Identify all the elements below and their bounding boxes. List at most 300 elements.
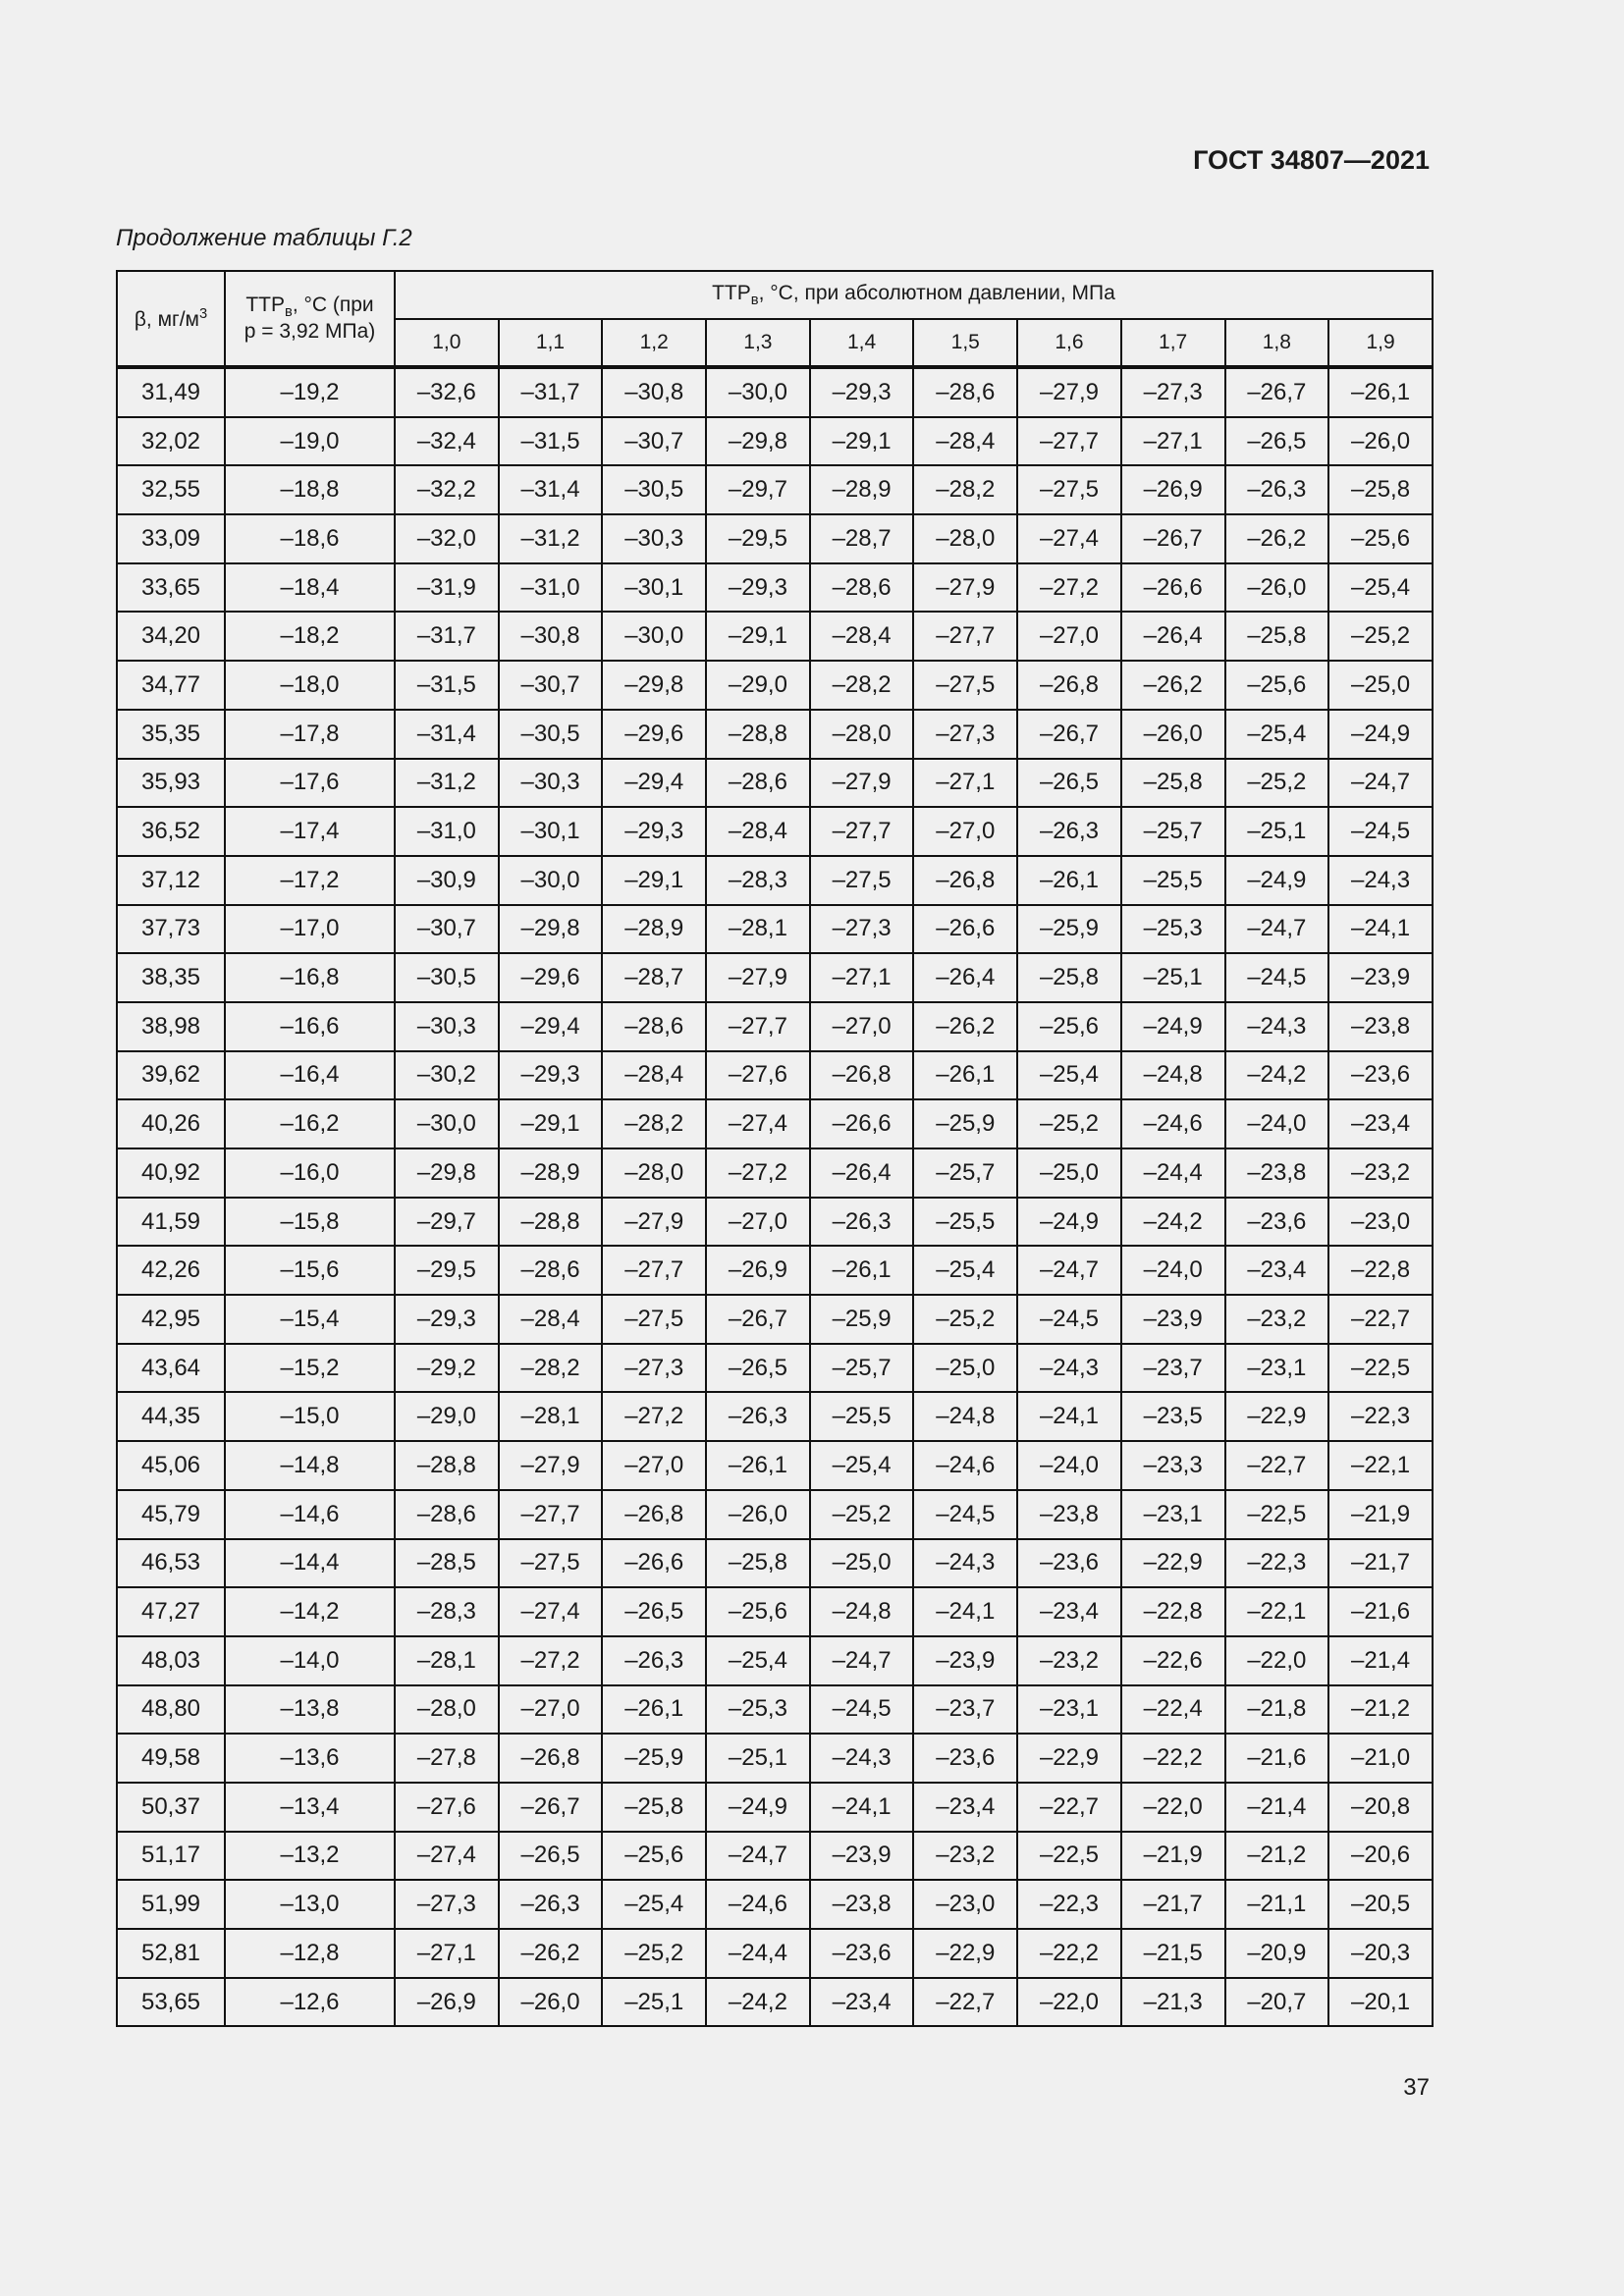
beta-cell: 32,02 [117,417,225,466]
ttr-cell: –21,0 [1328,1734,1433,1783]
ttr-cell: –27,7 [913,612,1017,661]
ttr-cell: –28,5 [395,1539,499,1588]
ttr-cell: –26,4 [1121,612,1225,661]
ttr-cell: –29,1 [706,612,810,661]
ttr-cell: –26,8 [913,856,1017,905]
ttr-cell: –22,7 [1017,1783,1121,1832]
ttr-cell: –26,2 [499,1929,603,1978]
ttr-cell: –27,1 [1121,417,1225,466]
ttr-cell: –21,6 [1225,1734,1329,1783]
ttr-cell: –28,2 [913,465,1017,514]
header-pressure: 1,1 [499,319,603,367]
ttr-cell: –20,7 [1225,1978,1329,2027]
ttr-cell: –26,0 [706,1490,810,1539]
ttr-base-cell: –14,8 [225,1441,395,1490]
ttr-cell: –25,1 [1121,953,1225,1002]
table-row [117,1490,1433,1539]
ttr-cell: –29,3 [602,807,706,856]
ttr-cell: –29,1 [499,1099,603,1148]
ttr-cell: –27,0 [1017,612,1121,661]
ttr-cell: –28,7 [602,953,706,1002]
beta-cell: 41,59 [117,1198,225,1247]
ttr-cell: –26,2 [913,1002,1017,1051]
ttr-cell: –23,4 [913,1783,1017,1832]
ttr-cell: –31,4 [499,465,603,514]
ttr-cell: –24,8 [1121,1051,1225,1100]
ttr-cell: –25,8 [706,1539,810,1588]
ttr-cell: –30,5 [499,710,603,759]
ttr-cell: –30,3 [395,1002,499,1051]
ttr-base-cell: –16,2 [225,1099,395,1148]
ttr-cell: –27,3 [810,905,914,954]
beta-cell: 42,95 [117,1295,225,1344]
ttr-cell: –22,9 [1121,1539,1225,1588]
ttr-cell: –26,3 [706,1392,810,1441]
ttr-cell: –29,8 [395,1148,499,1198]
ttr-cell: –23,6 [1328,1051,1433,1100]
ttr-cell: –25,7 [810,1344,914,1393]
table-row [117,1685,1433,1735]
ttr-base-cell: –16,6 [225,1002,395,1051]
ttr-cell: –25,7 [913,1148,1017,1198]
table-row [117,465,1433,514]
ttr-cell: –28,6 [602,1002,706,1051]
ttr-cell: –28,2 [499,1344,603,1393]
table-row [117,1148,1433,1198]
beta-cell: 49,58 [117,1734,225,1783]
ttr-cell: –28,0 [602,1148,706,1198]
ttr-cell: –25,6 [1225,661,1329,710]
ttr-cell: –30,7 [395,905,499,954]
beta-cell: 32,55 [117,465,225,514]
beta-cell: 34,77 [117,661,225,710]
ttr-cell: –25,6 [1017,1002,1121,1051]
ttr-cell: –23,4 [1225,1246,1329,1295]
ttr-cell: –21,4 [1225,1783,1329,1832]
ttr-cell: –25,0 [1328,661,1433,710]
ttr-cell: –28,1 [395,1636,499,1685]
ttr-cell: –29,3 [810,367,914,417]
ttr-cell: –28,4 [810,612,914,661]
ttr-cell: –30,5 [395,953,499,1002]
ttr-cell: –28,8 [499,1198,603,1247]
header-ttr-base: $ТТР_в$, °С (при p = 3,92 МПа) [225,271,395,367]
ttr-cell: –26,8 [1017,661,1121,710]
ttr-cell: –29,3 [706,563,810,613]
ttr-cell: –23,1 [1017,1685,1121,1735]
ttr-cell: –31,7 [499,367,603,417]
ttr-cell: –29,2 [395,1344,499,1393]
ttr-cell: –28,8 [395,1441,499,1490]
ttr-cell: –25,0 [810,1539,914,1588]
beta-cell: 35,35 [117,710,225,759]
beta-cell: 53,65 [117,1978,225,2027]
ttr-cell: –27,1 [810,953,914,1002]
ttr-cell: –26,7 [706,1295,810,1344]
beta-cell: 44,35 [117,1392,225,1441]
ttr-cell: –31,2 [395,759,499,808]
ttr-cell: –22,8 [1328,1246,1433,1295]
beta-cell: 35,93 [117,759,225,808]
ttr-cell: –23,2 [1017,1636,1121,1685]
ttr-cell: –25,4 [810,1441,914,1490]
ttr-cell: –25,0 [913,1344,1017,1393]
beta-cell: 40,92 [117,1148,225,1198]
ttr-cell: –26,6 [913,905,1017,954]
ttr-cell: –28,4 [706,807,810,856]
ttr-cell: –26,5 [499,1832,603,1881]
ttr-cell: –28,8 [706,710,810,759]
document-code: ГОСТ 34807—2021 [1193,145,1430,175]
ttr-cell: –27,6 [395,1783,499,1832]
ttr-cell: –21,4 [1328,1636,1433,1685]
ttr-cell: –24,7 [1225,905,1329,954]
header-pressure: 1,6 [1017,319,1121,367]
ttr-cell: –27,7 [602,1246,706,1295]
ttr-cell: –24,5 [810,1685,914,1735]
ttr-base-cell: –18,0 [225,661,395,710]
ttr-cell: –24,9 [1328,710,1433,759]
table-row [117,759,1433,808]
ttr-cell: –24,9 [1225,856,1329,905]
ttr-cell: –25,2 [1225,759,1329,808]
ttr-cell: –27,4 [706,1099,810,1148]
ttr-cell: –25,4 [1328,563,1433,613]
ttr-cell: –24,0 [1225,1099,1329,1148]
ttr-base-cell: –12,8 [225,1929,395,1978]
ttr-cell: –24,1 [913,1587,1017,1636]
beta-cell: 48,80 [117,1685,225,1735]
ttr-cell: –23,9 [810,1832,914,1881]
ttr-cell: –27,0 [706,1198,810,1247]
ttr-cell: –23,9 [913,1636,1017,1685]
ttr-cell: –25,9 [810,1295,914,1344]
beta-cell: 45,06 [117,1441,225,1490]
ttr-cell: –22,1 [1225,1587,1329,1636]
table-row [117,1929,1433,1978]
ttr-cell: –27,0 [499,1685,603,1735]
header-pressure: 1,4 [810,319,914,367]
ttr-cell: –26,6 [602,1539,706,1588]
ttr-cell: –29,0 [395,1392,499,1441]
ttr-cell: –32,2 [395,465,499,514]
table-caption: Продолжение таблицы Г.2 [116,225,412,251]
ttr-cell: –24,8 [913,1392,1017,1441]
table-row [117,710,1433,759]
ttr-cell: –27,6 [706,1051,810,1100]
ttr-cell: –28,0 [810,710,914,759]
ttr-base-cell: –14,6 [225,1490,395,1539]
ttr-cell: –24,5 [913,1490,1017,1539]
ttr-cell: –31,7 [395,612,499,661]
ttr-cell: –29,6 [499,953,603,1002]
ttr-cell: –23,7 [1121,1344,1225,1393]
ttr-cell: –28,1 [499,1392,603,1441]
ttr-cell: –28,6 [499,1246,603,1295]
ttr-cell: –22,1 [1328,1441,1433,1490]
ttr-cell: –30,0 [706,367,810,417]
ttr-cell: –26,1 [706,1441,810,1490]
ttr-cell: –23,8 [1017,1490,1121,1539]
ttr-cell: –24,9 [1121,1002,1225,1051]
ttr-cell: –20,9 [1225,1929,1329,1978]
ttr-cell: –28,0 [395,1685,499,1735]
ttr-cell: –22,2 [1017,1929,1121,1978]
ttr-base-cell: –18,2 [225,612,395,661]
ttr-cell: –29,1 [810,417,914,466]
ttr-cell: –23,9 [1121,1295,1225,1344]
ttr-cell: –26,3 [1017,807,1121,856]
ttr-cell: –27,9 [706,953,810,1002]
ttr-cell: –24,1 [1328,905,1433,954]
ttr-cell: –24,2 [1225,1051,1329,1100]
ttr-cell: –29,8 [706,417,810,466]
ttr-cell: –25,3 [1121,905,1225,954]
ttr-cell: –25,4 [1017,1051,1121,1100]
ttr-cell: –22,0 [1121,1783,1225,1832]
table-row [117,1002,1433,1051]
ttr-cell: –24,4 [706,1929,810,1978]
ttr-cell: –23,8 [810,1880,914,1929]
table-row [117,661,1433,710]
header-pressure: 1,3 [706,319,810,367]
ttr-cell: –27,7 [706,1002,810,1051]
ttr-cell: –25,2 [913,1295,1017,1344]
ttr-base-cell: –13,4 [225,1783,395,1832]
ttr-cell: –22,3 [1225,1539,1329,1588]
table-row [117,1832,1433,1881]
ttr-cell: –25,9 [602,1734,706,1783]
ttr-cell: –27,1 [395,1929,499,1978]
ttr-cell: –29,0 [706,661,810,710]
ttr-cell: –21,9 [1121,1832,1225,1881]
ttr-cell: –21,5 [1121,1929,1225,1978]
table-row [117,1295,1433,1344]
ttr-cell: –28,0 [913,514,1017,563]
ttr-cell: –29,3 [499,1051,603,1100]
ttr-base-cell: –17,4 [225,807,395,856]
ttr-cell: –21,2 [1328,1685,1433,1735]
ttr-cell: –25,2 [810,1490,914,1539]
ttr-cell: –30,7 [499,661,603,710]
beta-cell: 48,03 [117,1636,225,1685]
ttr-cell: –25,8 [1225,612,1329,661]
ttr-cell: –24,4 [1121,1148,1225,1198]
ttr-cell: –30,2 [395,1051,499,1100]
ttr-cell: –26,3 [810,1198,914,1247]
ttr-base-cell: –17,8 [225,710,395,759]
ttr-cell: –28,6 [913,367,1017,417]
ttr-cell: –29,4 [499,1002,603,1051]
ttr-cell: –23,4 [1017,1587,1121,1636]
beta-cell: 46,53 [117,1539,225,1588]
header-pressure: 1,5 [913,319,1017,367]
ttr-cell: –24,9 [1017,1198,1121,1247]
ttr-cell: –23,4 [810,1978,914,2027]
ttr-cell: –26,7 [499,1783,603,1832]
ttr-cell: –28,9 [810,465,914,514]
ttr-base-cell: –16,8 [225,953,395,1002]
ttr-cell: –27,5 [1017,465,1121,514]
ttr-cell: –31,0 [499,563,603,613]
ttr-cell: –31,5 [395,661,499,710]
ttr-cell: –25,1 [1225,807,1329,856]
ttr-cell: –22,7 [1225,1441,1329,1490]
ttr-base-cell: –13,0 [225,1880,395,1929]
ttr-cell: –23,2 [1328,1148,1433,1198]
ttr-cell: –28,4 [913,417,1017,466]
ttr-cell: –22,5 [1225,1490,1329,1539]
ttr-cell: –23,8 [1328,1002,1433,1051]
ttr-cell: –23,6 [1017,1539,1121,1588]
header-pressure: 1,9 [1328,319,1433,367]
ttr-cell: –23,2 [913,1832,1017,1881]
ttr-cell: –28,6 [395,1490,499,1539]
table-row [117,1734,1433,1783]
ttr-cell: –29,6 [602,710,706,759]
ttr-cell: –25,5 [810,1392,914,1441]
ttr-cell: –25,9 [1017,905,1121,954]
ttr-cell: –27,0 [810,1002,914,1051]
ttr-cell: –21,7 [1328,1539,1433,1588]
table-row [117,1783,1433,1832]
ttr-cell: –22,4 [1121,1685,1225,1735]
header-ttr-pressure-group: $ТТР_в$, °С, при абсолютном давлении, МПа [395,271,1433,319]
ttr-cell: –26,8 [602,1490,706,1539]
table-row [117,563,1433,613]
beta-cell: 31,49 [117,367,225,417]
ttr-cell: –23,5 [1121,1392,1225,1441]
ttr-cell: –25,1 [706,1734,810,1783]
ttr-cell: –29,7 [706,465,810,514]
ttr-base-cell: –18,8 [225,465,395,514]
ttr-cell: –25,8 [1328,465,1433,514]
table-row [117,1978,1433,2027]
ttr-cell: –26,7 [1225,367,1329,417]
ttr-cell: –31,2 [499,514,603,563]
ttr-cell: –25,3 [706,1685,810,1735]
header-pressure: 1,8 [1225,319,1329,367]
ttr-cell: –25,5 [1121,856,1225,905]
ttr-cell: –25,8 [602,1783,706,1832]
ttr-cell: –24,1 [810,1783,914,1832]
beta-cell: 42,26 [117,1246,225,1295]
ttr-cell: –32,4 [395,417,499,466]
ttr-cell: –26,6 [810,1099,914,1148]
ttr-cell: –28,4 [602,1051,706,1100]
table-row [117,856,1433,905]
ttr-cell: –24,5 [1328,807,1433,856]
ttr-cell: –29,1 [602,856,706,905]
ttr-cell: –32,6 [395,367,499,417]
ttr-cell: –30,3 [499,759,603,808]
ttr-base-cell: –15,4 [225,1295,395,1344]
ttr-cell: –21,8 [1225,1685,1329,1735]
ttr-cell: –23,1 [1121,1490,1225,1539]
ttr-cell: –24,2 [1121,1198,1225,1247]
ttr-cell: –26,1 [602,1685,706,1735]
ttr-cell: –24,3 [1017,1344,1121,1393]
ttr-cell: –24,0 [1121,1246,1225,1295]
ttr-cell: –25,4 [706,1636,810,1685]
ttr-cell: –21,1 [1225,1880,1329,1929]
ttr-cell: –24,0 [1017,1441,1121,1490]
ttr-cell: –26,5 [602,1587,706,1636]
ttr-cell: –22,6 [1121,1636,1225,1685]
header-pressure: 1,2 [602,319,706,367]
ttr-cell: –25,9 [913,1099,1017,1148]
ttr-cell: –30,9 [395,856,499,905]
ttr-cell: –23,6 [913,1734,1017,1783]
ttr-cell: –23,3 [1121,1441,1225,1490]
ttr-cell: –26,9 [395,1978,499,2027]
ttr-base-cell: –17,6 [225,759,395,808]
ttr-cell: –25,4 [1225,710,1329,759]
ttr-base-cell: –17,0 [225,905,395,954]
beta-cell: 51,17 [117,1832,225,1881]
ttr-cell: –23,8 [1225,1148,1329,1198]
ttr-cell: –30,7 [602,417,706,466]
ttr-cell: –27,8 [395,1734,499,1783]
ttr-cell: –26,0 [1328,417,1433,466]
ttr-cell: –24,3 [913,1539,1017,1588]
ttr-base-cell: –13,8 [225,1685,395,1735]
ttr-cell: –28,2 [810,661,914,710]
ttr-base-cell: –17,2 [225,856,395,905]
ttr-cell: –21,6 [1328,1587,1433,1636]
beta-cell: 47,27 [117,1587,225,1636]
header-beta: β, $мг/м^3$ [117,271,225,367]
beta-cell: 43,64 [117,1344,225,1393]
ttr-cell: –24,3 [1328,856,1433,905]
ttr-cell: –27,5 [602,1295,706,1344]
ttr-cell: –22,3 [1017,1880,1121,1929]
ttr-cell: –31,0 [395,807,499,856]
ttr-cell: –24,7 [1328,759,1433,808]
ttr-cell: –30,0 [499,856,603,905]
table-row [117,514,1433,563]
beta-cell: 33,65 [117,563,225,613]
ttr-cell: –24,6 [706,1880,810,1929]
ttr-cell: –29,7 [395,1198,499,1247]
ttr-cell: –27,9 [810,759,914,808]
ttr-cell: –27,9 [602,1198,706,1247]
ttr-base-cell: –14,4 [225,1539,395,1588]
ttr-cell: –26,5 [1017,759,1121,808]
beta-cell: 40,26 [117,1099,225,1148]
ttr-cell: –26,1 [1017,856,1121,905]
ttr-cell: –30,0 [395,1099,499,1148]
beta-cell: 51,99 [117,1880,225,1929]
ttr-cell: –25,6 [602,1832,706,1881]
ttr-cell: –25,2 [1328,612,1433,661]
ttr-cell: –25,4 [602,1880,706,1929]
ttr-cell: –22,7 [1328,1295,1433,1344]
ttr-cell: –20,8 [1328,1783,1433,1832]
ttr-cell: –24,7 [1017,1246,1121,1295]
ttr-cell: –23,7 [913,1685,1017,1735]
beta-cell: 45,79 [117,1490,225,1539]
ttr-base-cell: –15,8 [225,1198,395,1247]
ttr-base-cell: –16,4 [225,1051,395,1100]
ttr-cell: –28,9 [602,905,706,954]
beta-cell: 38,98 [117,1002,225,1051]
ttr-cell: –26,7 [1121,514,1225,563]
beta-cell: 38,35 [117,953,225,1002]
ttr-cell: –28,2 [602,1099,706,1148]
ttr-cell: –22,0 [1225,1636,1329,1685]
ttr-cell: –30,8 [499,612,603,661]
